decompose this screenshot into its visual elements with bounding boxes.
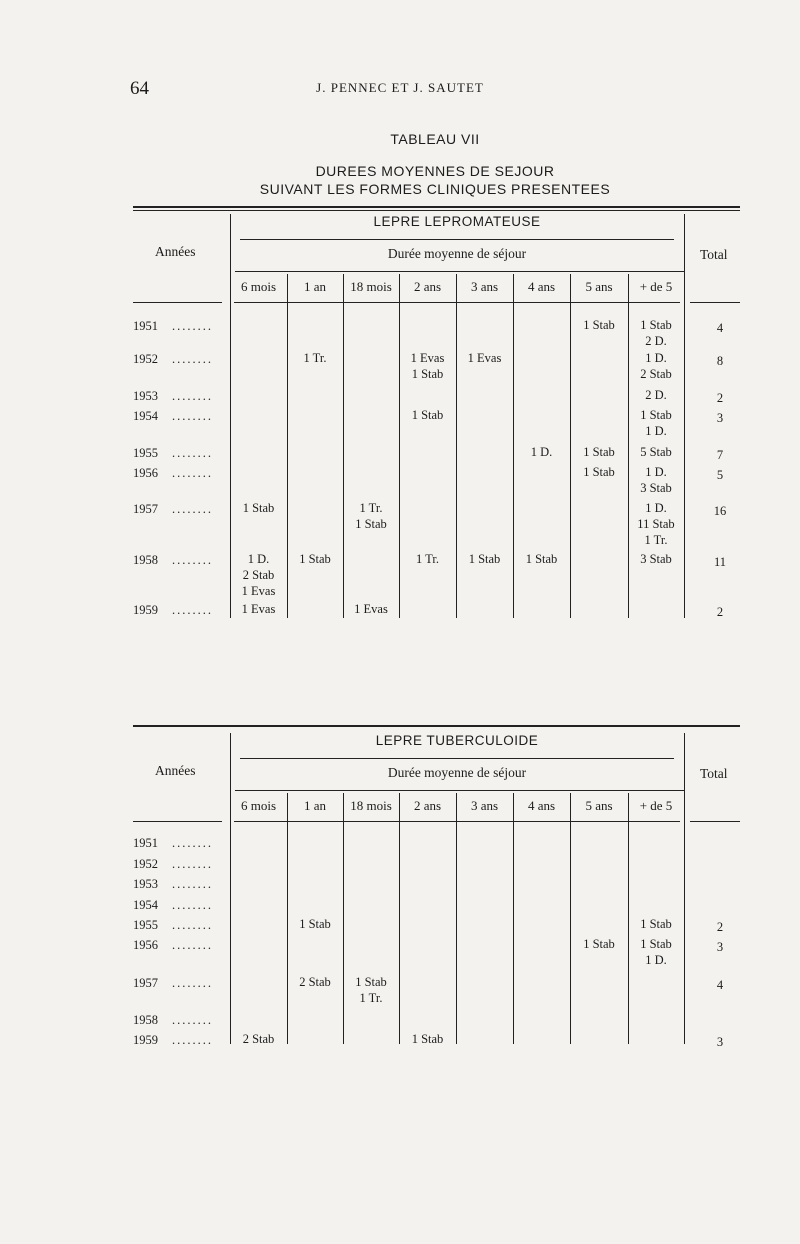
page-number: 64	[130, 78, 149, 99]
years-header: Années	[155, 244, 196, 259]
duration-column-header: 18 mois	[350, 279, 392, 294]
row-year: 1955	[133, 918, 158, 932]
row-total: 2	[716, 605, 724, 619]
leader-dots: ........	[172, 446, 213, 460]
table-cell: 1 Stab	[299, 917, 331, 931]
leader-dots: ........	[172, 877, 213, 891]
table-cell: 1 Stab	[299, 552, 331, 566]
table-cell: 3 Stab	[640, 552, 672, 566]
duration-column-header: 4 ans	[527, 798, 556, 813]
duration-column-header: 3 ans	[470, 798, 499, 813]
column-divider	[399, 793, 400, 1044]
row-total: 4	[716, 321, 724, 335]
duration-column-header: 2 ans	[413, 279, 442, 294]
table-cell: 1 Stab 1 D.	[640, 408, 672, 438]
row-total: 4	[716, 978, 724, 992]
subheader-rule	[235, 790, 684, 791]
table-cell: 1 D. 2 Stab	[640, 351, 672, 381]
leader-dots: ........	[172, 502, 213, 516]
table-cell: 1 Evas	[354, 602, 388, 616]
leader-dots: ........	[172, 918, 213, 932]
table-cell: 1 Tr.	[416, 552, 439, 566]
leader-dots: ........	[172, 898, 213, 912]
leader-dots: ........	[172, 466, 213, 480]
table-title-line2: SUIVANT LES FORMES CLINIQUES PRESENTEES	[259, 181, 611, 197]
leader-dots: ........	[172, 319, 213, 333]
years-header: Années	[155, 763, 196, 778]
row-year: 1958	[133, 553, 158, 567]
row-year: 1951	[133, 319, 158, 333]
row-year: 1957	[133, 976, 158, 990]
table-cell: 1 Tr. 1 Stab	[355, 501, 387, 531]
row-total: 8	[716, 354, 724, 368]
row-year: 1955	[133, 446, 158, 460]
leader-dots: ........	[172, 603, 213, 617]
duration-subheader: Durée moyenne de séjour	[387, 765, 527, 780]
table-label: TABLEAU VII	[390, 131, 480, 147]
table-cell: 1 Stab 1 D.	[640, 937, 672, 967]
table-cell: 2 Stab	[299, 975, 331, 989]
duration-column-header: 1 an	[303, 798, 327, 813]
row-total: 2	[716, 391, 724, 405]
header-bottom-rule	[234, 302, 680, 303]
table-cell: 1 D. 11 Stab 1 Tr.	[637, 501, 675, 547]
table-cell: 1 Stab	[583, 465, 615, 479]
duration-column-header: 5 ans	[585, 798, 613, 813]
table-cell: 1 Stab	[640, 917, 672, 931]
duration-column-header: + de 5	[639, 279, 673, 294]
table-top-rule-inner	[133, 210, 740, 211]
section-title: LEPRE LEPROMATEUSE	[373, 214, 541, 229]
table-cell: 1 Evas 1 Stab	[410, 351, 445, 381]
row-year: 1953	[133, 389, 158, 403]
leader-dots: ........	[172, 352, 213, 366]
row-year: 1952	[133, 857, 158, 871]
table-top-rule	[133, 206, 740, 208]
leader-dots: ........	[172, 1013, 213, 1027]
row-total: 3	[716, 940, 724, 954]
table-top-rule	[133, 725, 740, 727]
header-bottom-rule	[690, 302, 740, 303]
table-cell: 1 D.	[530, 445, 553, 459]
column-divider	[343, 793, 344, 1044]
table-cell: 1 Stab	[525, 552, 558, 566]
duration-column-header: 1 an	[303, 279, 327, 294]
leader-dots: ........	[172, 389, 213, 403]
row-year: 1959	[133, 1033, 158, 1047]
row-year: 1956	[133, 466, 158, 480]
row-year: 1957	[133, 502, 158, 516]
table-cell: 5 Stab	[640, 445, 672, 459]
table-cell: 1 Stab	[583, 318, 615, 332]
table-cell: 2 D.	[645, 388, 667, 402]
table-cell: 1 Stab	[583, 445, 615, 459]
leader-dots: ........	[172, 976, 213, 990]
duration-column-header: 18 mois	[350, 798, 392, 813]
leader-dots: ........	[172, 857, 213, 871]
row-year: 1956	[133, 938, 158, 952]
section-title-rule	[240, 758, 674, 759]
leader-dots: ........	[172, 1033, 213, 1047]
running-header: J. PENNEC ET J. SAUTET	[316, 80, 484, 95]
row-total: 7	[716, 448, 724, 462]
duration-column-header: 4 ans	[527, 279, 556, 294]
section-title-rule	[240, 239, 674, 240]
total-divider	[684, 733, 685, 1044]
years-divider	[230, 733, 231, 1044]
duration-column-header: 2 ans	[413, 798, 442, 813]
row-total: 16	[713, 504, 727, 518]
duration-subheader: Durée moyenne de séjour	[387, 246, 527, 261]
table-cell: 1 D. 3 Stab	[640, 465, 672, 495]
table-cell: 1 Evas	[241, 602, 276, 616]
section-title: LEPRE TUBERCULOIDE	[375, 733, 539, 748]
row-year: 1959	[133, 603, 158, 617]
table-title-line1: DUREES MOYENNES DE SEJOUR	[315, 163, 555, 179]
row-year: 1952	[133, 352, 158, 366]
total-divider	[684, 214, 685, 618]
column-divider	[570, 793, 571, 1044]
table-cell: 1 Stab	[468, 552, 501, 566]
header-bottom-rule	[133, 302, 222, 303]
duration-column-header: 6 mois	[240, 279, 277, 294]
duration-column-header: 5 ans	[585, 279, 613, 294]
table-cell: 2 Stab	[242, 1032, 275, 1046]
row-year: 1954	[133, 898, 158, 912]
header-bottom-rule	[133, 821, 222, 822]
leader-dots: ........	[172, 938, 213, 952]
leader-dots: ........	[172, 409, 213, 423]
table-cell: 1 D. 2 Stab 1 Evas	[241, 552, 276, 598]
row-total: 3	[716, 1035, 724, 1049]
table-cell: 1 Stab 1 Tr.	[355, 975, 387, 1005]
header-bottom-rule	[690, 821, 740, 822]
row-total: 3	[716, 411, 724, 425]
total-header: Total	[700, 247, 728, 262]
total-header: Total	[700, 766, 728, 781]
column-divider	[513, 793, 514, 1044]
row-year: 1951	[133, 836, 158, 850]
duration-column-header: + de 5	[639, 798, 673, 813]
duration-column-header: 6 mois	[240, 798, 277, 813]
row-total: 5	[716, 468, 724, 482]
table-cell: 1 Stab 2 D.	[640, 318, 672, 348]
row-total: 2	[716, 920, 724, 934]
duration-column-header: 3 ans	[470, 279, 499, 294]
row-year: 1958	[133, 1013, 158, 1027]
table-cell: 1 Evas	[467, 351, 502, 365]
row-total: 11	[713, 555, 727, 569]
table-cell: 1 Stab	[242, 501, 275, 515]
subheader-rule	[235, 271, 684, 272]
row-year: 1953	[133, 877, 158, 891]
column-divider	[456, 793, 457, 1044]
table-cell: 1 Tr.	[303, 351, 327, 365]
column-divider	[343, 274, 344, 618]
row-year: 1954	[133, 409, 158, 423]
table-cell: 1 Stab	[411, 1032, 444, 1046]
leader-dots: ........	[172, 553, 213, 567]
leader-dots: ........	[172, 836, 213, 850]
table-cell: 1 Stab	[411, 408, 444, 422]
header-bottom-rule	[234, 821, 680, 822]
table-cell: 1 Stab	[583, 937, 615, 951]
